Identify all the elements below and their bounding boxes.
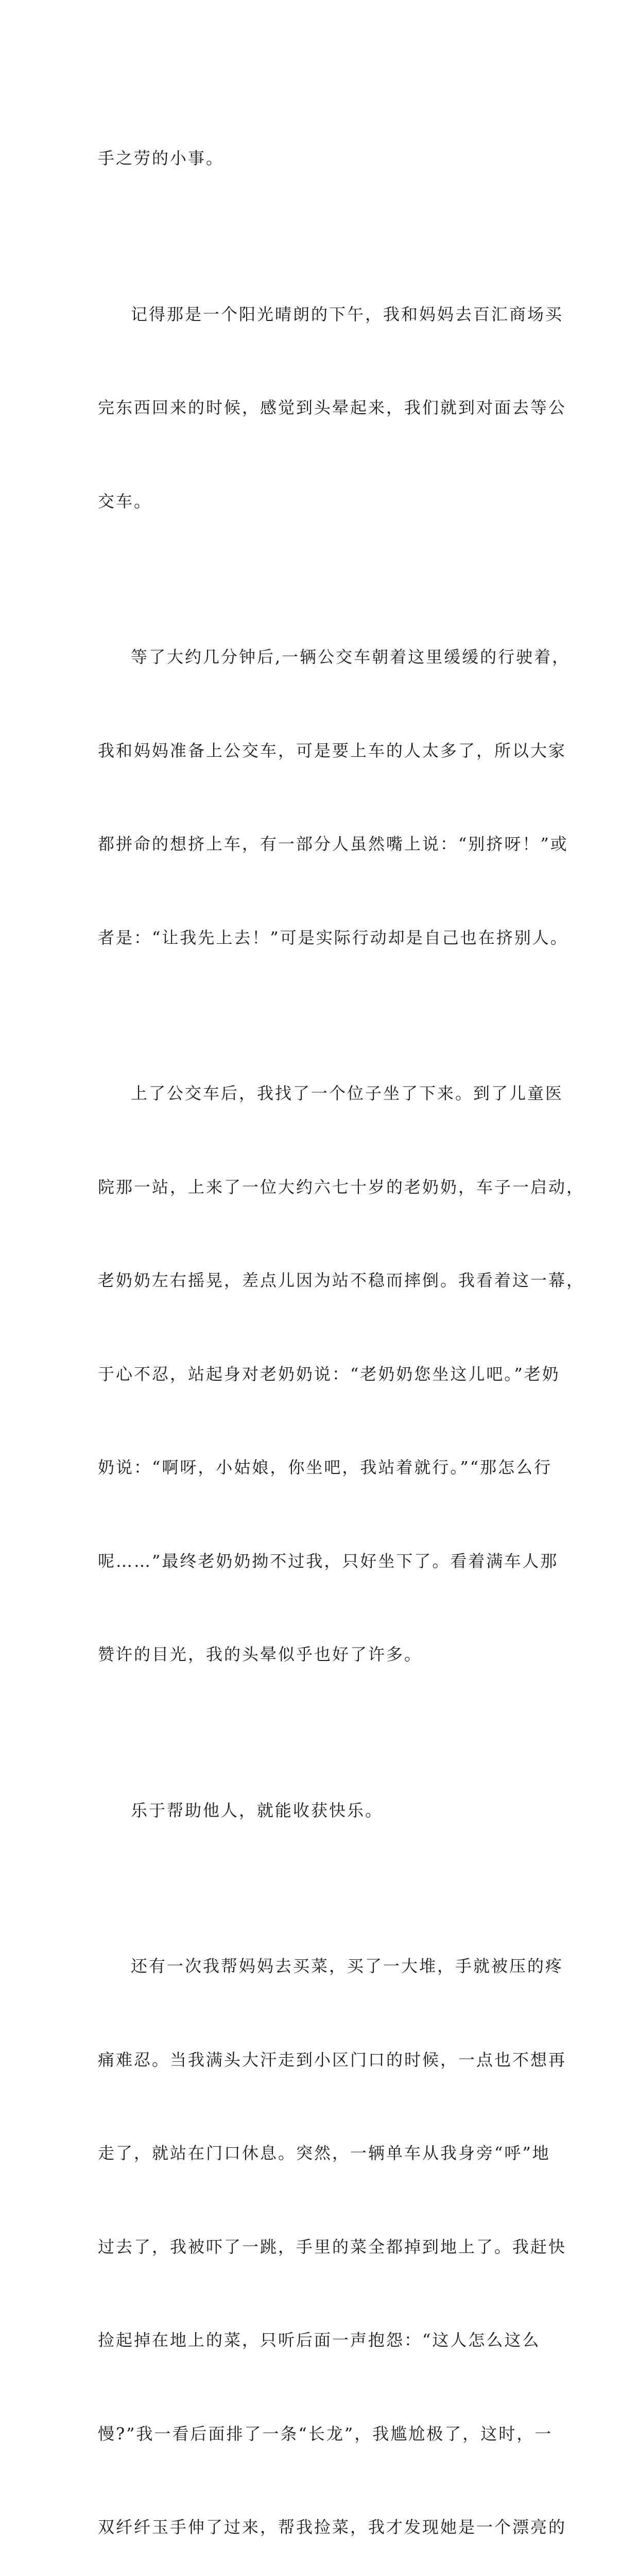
text-line: 双纤纤玉手伸了过来，帮我捡菜，我才发现她是一个漂亮的: [98, 2517, 567, 2537]
text-line: 奶说：“啊呀，小姑娘，你坐吧，我站着就行。”“那怎么行: [98, 1458, 552, 1477]
text-line: 我和妈妈准备上公交车，可是要上车的人太多了，所以大家: [98, 740, 567, 760]
text-line: 等了大约几分钟后,一辆公交车朝着这里缓缓的行驶着，: [131, 647, 571, 667]
text-line: 捡起掉在地上的菜，只听后面一声抱怨：“这人怎么这么: [98, 2330, 541, 2350]
text-line: 慢?”我一看后面排了一条“长龙”，我尴尬极了，这时，一: [98, 2424, 553, 2444]
text-line: 完东西回来的时候，感觉到头晕起来，我们就到对面去等公: [98, 398, 567, 417]
text-line: 都拼命的想挤上车，有一部分人虽然嘴上说：“别挤呀！”或: [98, 834, 568, 854]
text-line: 呢……”最终老奶奶拗不过我，只好坐下了。看着满车人那: [98, 1551, 559, 1571]
text-line: 还有一次我帮妈妈去买菜，买了一大堆，手就被压的疼: [131, 1956, 564, 1976]
document-body: [98, 80, 585, 2576]
text-line: 痛难忍。当我满头大汗走到小区门口的时候，一点也不想再: [98, 2049, 567, 2070]
text-line: 手之劳的小事。: [98, 148, 224, 168]
text-line: 院那一站，上来了一位大约六七十岁的老奶奶，车子一启动，: [98, 1177, 585, 1197]
paragraph: [98, 236, 567, 580]
text-line: 老奶奶左右摇晃，差点儿因为站不稳而摔倒。我看着这一幕，: [98, 1270, 585, 1290]
paragraph: [98, 579, 571, 1015]
text-line: 走了，就站在门口休息。突然，一辆单车从我身旁“呼”地: [98, 2143, 550, 2163]
text-line: 记得那是一个阳光晴朗的下午，我和妈妈去百汇商场买: [131, 304, 564, 324]
text-line: 乐于帮助他人，就能收获快乐。: [131, 1800, 384, 1820]
text-line: 于心不忍，站起身对老奶奶说：“老奶奶您坐这儿吧。”老奶: [98, 1364, 560, 1384]
paragraph: [98, 1733, 546, 1889]
text-line: 上了公交车后，我找了一个位子坐了下来。到了儿童医: [131, 1083, 564, 1103]
text-line: 者是：“让我先上去！”可是实际行动却是自己也在挤别人。: [98, 927, 568, 947]
paragraph: [98, 80, 546, 236]
text-line: 过去了，我被吓了一跳，手里的菜全都掉到地上了。我赶快: [98, 2236, 567, 2257]
paragraph: [98, 1015, 585, 1733]
paragraph: [98, 1888, 567, 2576]
text-line: 交车。: [98, 491, 152, 511]
text-line: 赞许的目光，我的头晕似乎也好了许多。: [98, 1645, 423, 1664]
